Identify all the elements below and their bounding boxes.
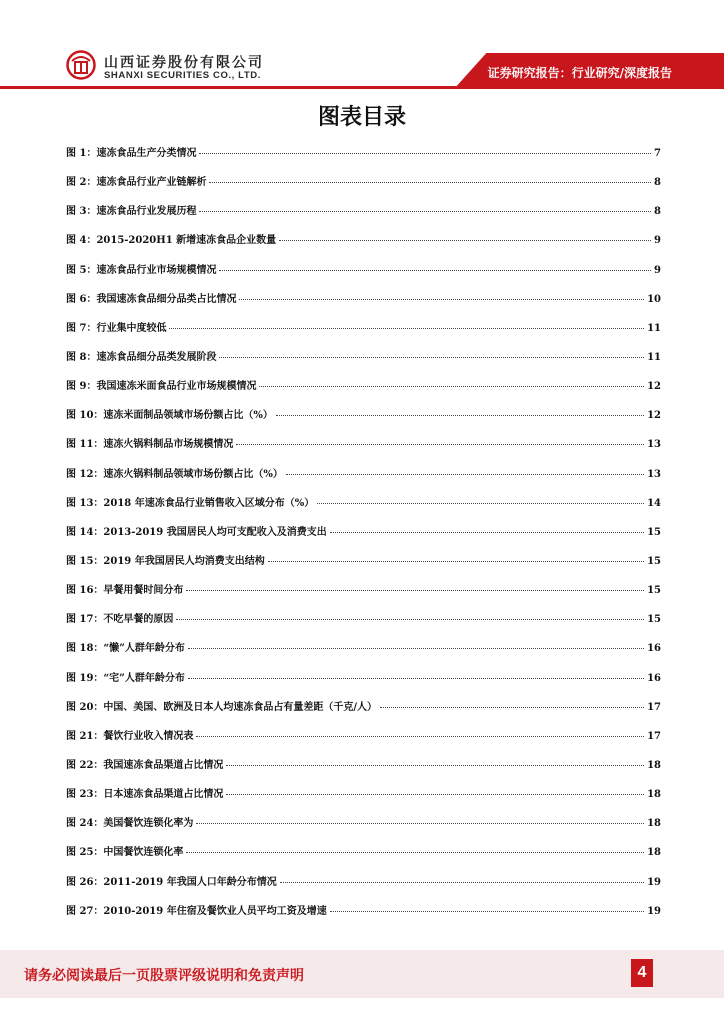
toc-entry[interactable] — [66, 698, 661, 727]
toc-entry-label: 图 7：行业集中度较低 — [66, 322, 167, 334]
toc-entry-label: 图 14：2013-2019 我国居民人均可支配收入及消费支出 — [66, 526, 327, 538]
toc-entry[interactable] — [66, 435, 661, 464]
toc-entry-label: 图 2：速冻食品行业产业链解析 — [66, 177, 207, 189]
toc-dot-leader — [188, 642, 644, 649]
company-name-cn: 山西证券股份有限公司 — [104, 55, 264, 71]
toc-entry[interactable] — [66, 581, 661, 610]
toc-entry-label: 图 27：2010-2019 年住宿及餐饮业人员平均工资及增速 — [66, 905, 327, 917]
toc-entry[interactable] — [66, 173, 661, 202]
toc-entry[interactable] — [66, 377, 661, 406]
toc-dot-leader — [169, 322, 644, 329]
toc-dot-leader — [276, 409, 644, 416]
toc-dot-leader — [196, 817, 644, 824]
toc-entry-page: 15 — [647, 614, 661, 626]
company-name-en: SHANXI SECURITIES CO., LTD. — [104, 70, 261, 81]
page-header — [0, 0, 724, 100]
toc-entry-label: 图 24：美国餐饮连锁化率为 — [66, 818, 194, 830]
toc-entry-label: 图 9：我国速冻米面食品行业市场规模情况 — [66, 381, 257, 393]
toc-dot-leader — [380, 701, 644, 708]
toc-entry-label: 图 1：速冻食品生产分类情况 — [66, 148, 197, 159]
toc-entry-label: 图 20：中国、美国、欧洲及日本人均速冻食品占有量差距（千克/人） — [66, 701, 378, 713]
toc-entry[interactable] — [66, 290, 661, 319]
toc-entry-page: 8 — [654, 206, 661, 218]
report-type-label: 证券研究报告：行业研究/深度报告 — [487, 66, 672, 80]
toc-entry[interactable] — [66, 669, 661, 698]
toc-dot-leader — [317, 497, 644, 504]
toc-dot-leader — [186, 584, 644, 591]
toc-entry[interactable] — [66, 902, 661, 931]
toc-entry-page: 15 — [647, 526, 661, 538]
toc-dot-leader — [209, 176, 651, 183]
toc-entry[interactable] — [66, 552, 661, 581]
toc-entry-page: 19 — [647, 905, 661, 917]
toc-entry-page: 14 — [647, 497, 661, 509]
toc-entry[interactable] — [66, 231, 661, 260]
toc-dot-leader — [199, 147, 651, 154]
shanxi-securities-logo-icon — [66, 50, 96, 80]
toc-entry-page: 17 — [647, 730, 661, 742]
toc-entry[interactable] — [66, 144, 661, 173]
toc-entry-page: 13 — [647, 439, 661, 451]
toc-entry[interactable] — [66, 406, 661, 435]
toc-entry-page: 10 — [647, 293, 661, 305]
toc-entry-label: 图 15：2019 年我国居民人均消费支出结构 — [66, 555, 265, 567]
toc-dot-leader — [280, 876, 644, 883]
toc-dot-leader — [268, 555, 644, 562]
toc-entry-label: 图 21：餐饮行业收入情况表 — [66, 730, 194, 742]
toc-dot-leader — [226, 788, 644, 795]
toc-dot-leader — [186, 846, 644, 853]
toc-entry-page: 9 — [654, 235, 661, 247]
toc-entry-page: 17 — [647, 701, 661, 713]
toc-entry-page: 12 — [647, 381, 661, 393]
toc-dot-leader — [330, 526, 644, 533]
toc-entry-label: 图 26：2011-2019 年我国人口年龄分布情况 — [66, 876, 277, 888]
toc-entry[interactable] — [66, 785, 661, 814]
page-footer — [0, 950, 724, 998]
toc-entry[interactable] — [66, 756, 661, 785]
toc-entry-label: 图 5：速冻食品行业市场规模情况 — [66, 264, 217, 276]
toc-dot-leader — [239, 293, 644, 300]
toc-dot-leader — [286, 468, 644, 475]
toc-entry-page: 16 — [647, 643, 661, 655]
toc-entry[interactable] — [66, 202, 661, 231]
toc-entry-label: 图 8：速冻食品细分品类发展阶段 — [66, 351, 217, 363]
toc-entry[interactable] — [66, 610, 661, 639]
toc-entry[interactable] — [66, 494, 661, 523]
toc-entry-label: 图 25：中国餐饮连锁化率 — [66, 847, 184, 859]
toc-entry[interactable] — [66, 465, 661, 494]
toc-entry-label: 图 22：我国速冻食品渠道占比情况 — [66, 759, 224, 771]
toc-dot-leader — [196, 730, 644, 737]
disclaimer-text: 请务必阅读最后一页股票评级说明和免责声明 — [24, 968, 304, 984]
toc-entry-page: 12 — [647, 410, 661, 422]
toc-entry-page: 8 — [654, 177, 661, 189]
toc-entry-label: 图 19：“宅”人群年龄分布 — [66, 672, 185, 684]
toc-entry[interactable] — [66, 727, 661, 756]
toc-entry-label: 图 12：速冻火锅料制品领域市场份额占比（%） — [66, 468, 283, 480]
toc-entry-label: 图 10：速冻米面制品领域市场份额占比（%） — [66, 410, 273, 422]
toc-entry[interactable] — [66, 348, 661, 377]
toc-dot-leader — [176, 613, 644, 620]
toc-entry-label: 图 4：2015-2020H1 新增速冻食品企业数量 — [66, 235, 277, 247]
toc-entry-label: 图 11：速冻火锅料制品市场规模情况 — [66, 439, 234, 451]
toc-entry[interactable] — [66, 261, 661, 290]
toc-entry-page: 19 — [647, 876, 661, 888]
toc-entry[interactable] — [66, 873, 661, 902]
toc-entry-page: 15 — [647, 585, 661, 597]
toc-dot-leader — [188, 672, 644, 679]
toc-entry-page: 16 — [647, 672, 661, 684]
toc-entry[interactable] — [66, 814, 661, 843]
toc-entry[interactable] — [66, 843, 661, 872]
toc-dot-leader — [226, 759, 644, 766]
toc-entry-page: 7 — [654, 148, 661, 159]
toc-dot-leader — [330, 905, 644, 912]
toc-dot-leader — [199, 205, 651, 212]
toc-entry-page: 11 — [647, 351, 661, 363]
figure-toc — [66, 144, 661, 931]
toc-entry-page: 18 — [647, 847, 661, 859]
toc-entry[interactable] — [66, 639, 661, 668]
toc-entry-label: 图 17：不吃早餐的原因 — [66, 614, 174, 626]
toc-entry-label: 图 3：速冻食品行业发展历程 — [66, 206, 197, 218]
toc-entry-page: 15 — [647, 555, 661, 567]
toc-entry-page: 18 — [647, 759, 661, 771]
toc-dot-leader — [236, 438, 644, 445]
page-title: 图表目录 — [317, 105, 406, 130]
toc-entry-label: 图 13：2018 年速冻食品行业销售收入区域分布（%） — [66, 497, 315, 509]
toc-dot-leader — [219, 351, 644, 358]
toc-entry[interactable] — [66, 319, 661, 348]
toc-entry-label: 图 18：“懒”人群年龄分布 — [66, 643, 185, 655]
toc-entry-page: 11 — [647, 322, 661, 334]
toc-entry-page: 18 — [647, 789, 661, 801]
toc-entry-page: 18 — [647, 818, 661, 830]
toc-entry-label: 图 6：我国速冻食品细分品类占比情况 — [66, 293, 237, 305]
toc-dot-leader — [219, 264, 651, 271]
toc-entry[interactable] — [66, 523, 661, 552]
toc-entry-label: 图 23：日本速冻食品渠道占比情况 — [66, 789, 224, 801]
toc-dot-leader — [279, 234, 651, 241]
page-number: 4 — [631, 959, 653, 987]
toc-dot-leader — [259, 380, 644, 387]
toc-entry-page: 13 — [647, 468, 661, 480]
toc-entry-label: 图 16：早餐用餐时间分布 — [66, 585, 184, 597]
toc-entry-page: 9 — [654, 264, 661, 276]
